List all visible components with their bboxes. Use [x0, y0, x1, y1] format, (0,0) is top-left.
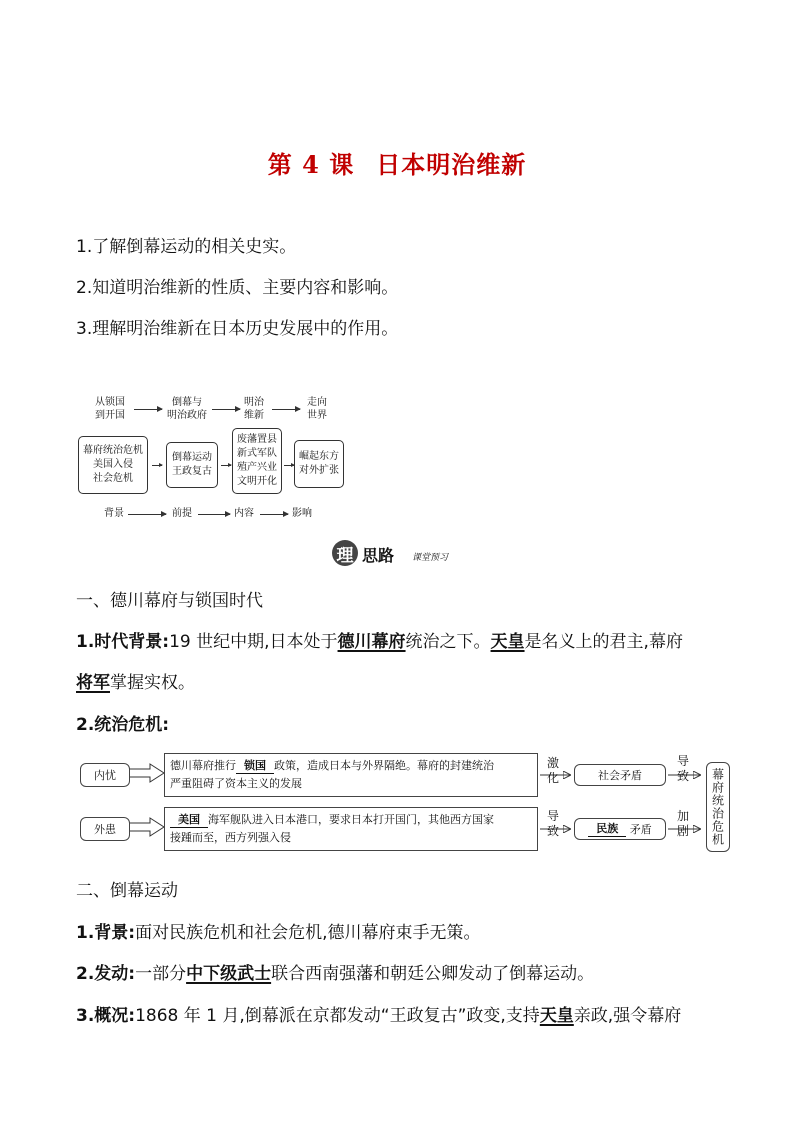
- framework-top-4: 走向 世界: [307, 397, 327, 421]
- text: 1868 年 1 月,倒幕派在京都发动“王政复古”政变,支持: [135, 1006, 540, 1026]
- keyword-emperor-2: 天皇: [539, 1006, 574, 1026]
- lesson-title: [0, 145, 794, 180]
- section2-para2: [76, 959, 594, 984]
- framework-box-impact: 崛起东方 对外扩张: [294, 440, 344, 488]
- keyword-samurai: 中下级武士: [186, 964, 272, 984]
- framework-arrow-top-3: [272, 409, 300, 410]
- objective-1: 1.了解倒幕运动的相关史实。: [76, 237, 297, 257]
- framework-box-background: 幕府统治危机 美国入侵 社会危机: [78, 436, 148, 494]
- section1-heading: 一、德川幕府与锁国时代: [76, 591, 263, 611]
- result-national-contradiction: 民族 矛盾: [574, 818, 666, 840]
- framework-bottom-2: 前提: [172, 508, 192, 519]
- label-overview: 3.概况:: [76, 1006, 136, 1026]
- section1-para1-line2: [76, 668, 195, 693]
- external-trouble-box: [164, 807, 538, 851]
- section2-heading: 二、倒幕运动: [76, 881, 178, 901]
- keyword-shogun: 将军: [76, 673, 110, 693]
- text: 海军舰队进入日本港口，要求日本打开国门，其他西方国家: [208, 813, 494, 826]
- banner-logo-icon: 理: [332, 540, 358, 566]
- framework-arrow-bottom-3: [260, 514, 288, 515]
- objective-3: 3.理解明治维新在日本历史发展中的作用。: [76, 319, 399, 339]
- text: 德川幕府推行: [170, 759, 236, 772]
- text: 严重阻碍了资本主义的发展: [170, 777, 302, 790]
- arrow-external: [130, 818, 164, 836]
- framework-arrow-bottom-2: [198, 514, 230, 515]
- section2-para3: [76, 1001, 681, 1026]
- section1-para1-line1: [76, 627, 683, 652]
- text: 接踵而至，西方列强入侵: [170, 831, 291, 844]
- arrow-internal: [130, 764, 164, 782]
- objective-2: 2.知道明治维新的性质、主要内容和影响。: [76, 278, 399, 298]
- framework-diagram: [76, 392, 346, 524]
- banner-title: 思路: [362, 546, 395, 565]
- text: 统治之下。: [405, 632, 491, 652]
- section-banner: [332, 540, 462, 570]
- text: 联合西南强藩和朝廷公卿发动了倒幕运动。: [271, 964, 595, 984]
- framework-arrow-box-1: [152, 465, 162, 466]
- label-background: 1.背景:: [76, 923, 136, 943]
- keyword-tokugawa: 德川幕府: [337, 632, 406, 652]
- section2-para1: [76, 918, 481, 943]
- framework-top-1: 从锁国 到开国: [95, 397, 125, 421]
- final-shogunate-crisis: 幕府统治危机: [706, 762, 730, 852]
- lesson-name: 日本明治维新: [376, 150, 527, 179]
- verb-aggravate: 加 剧: [676, 809, 689, 838]
- label-external-trouble: 外患: [80, 817, 130, 841]
- label-ruling-crisis: 2.统治危机:: [76, 715, 170, 735]
- result-social-contradiction: 社会矛盾: [574, 764, 666, 786]
- banner-subtitle: 课堂预习: [412, 553, 449, 563]
- blank-national: 民族: [588, 822, 626, 837]
- crisis-diagram: [80, 752, 740, 852]
- framework-box-premise: 倒幕运动 王政复古: [166, 442, 218, 488]
- text: 是名义上的君主,幕府: [524, 632, 683, 652]
- label-internal-trouble: 内忧: [80, 763, 130, 787]
- keyword-emperor: 天皇: [490, 632, 525, 652]
- framework-arrow-top-2: [212, 409, 240, 410]
- internal-trouble-box: [164, 753, 538, 797]
- framework-top-3: 明治 维新: [244, 397, 264, 421]
- verb-intensify: 激 化: [546, 756, 559, 785]
- text: 亲政,强令幕府: [573, 1006, 682, 1026]
- blank-seclusion: 锁国: [236, 759, 274, 774]
- label-launch: 2.发动:: [76, 964, 136, 984]
- lesson-number: 第 4 课: [267, 150, 355, 179]
- label-era-background: 1.时代背景:: [76, 632, 170, 652]
- framework-bottom-3: 内容: [234, 508, 254, 519]
- text: 19 世纪中期,日本处于: [169, 632, 338, 652]
- framework-box-content: 废藩置县 新式军队 殖产兴业 文明开化: [232, 428, 282, 494]
- framework-bottom-4: 影响: [292, 508, 312, 519]
- text: 政策，造成日本与外界隔绝。幕府的封建统治: [274, 759, 494, 772]
- framework-bottom-1: 背景: [104, 508, 124, 519]
- verb-lead-to-1: 导 致: [546, 809, 559, 838]
- blank-usa: 美国: [170, 813, 208, 828]
- framework-arrow-box-3: [284, 465, 294, 466]
- framework-arrow-box-2: [221, 465, 231, 466]
- text: 掌握实权。: [110, 673, 195, 693]
- text: 一部分: [135, 964, 187, 984]
- text: 面对民族危机和社会危机,德川幕府束手无策。: [135, 923, 481, 943]
- verb-lead-to-2: 导 致: [676, 754, 689, 783]
- framework-arrow-top-1: [134, 409, 162, 410]
- framework-arrow-bottom-1: [128, 514, 166, 515]
- framework-top-2: 倒幕与 明治政府: [167, 397, 207, 421]
